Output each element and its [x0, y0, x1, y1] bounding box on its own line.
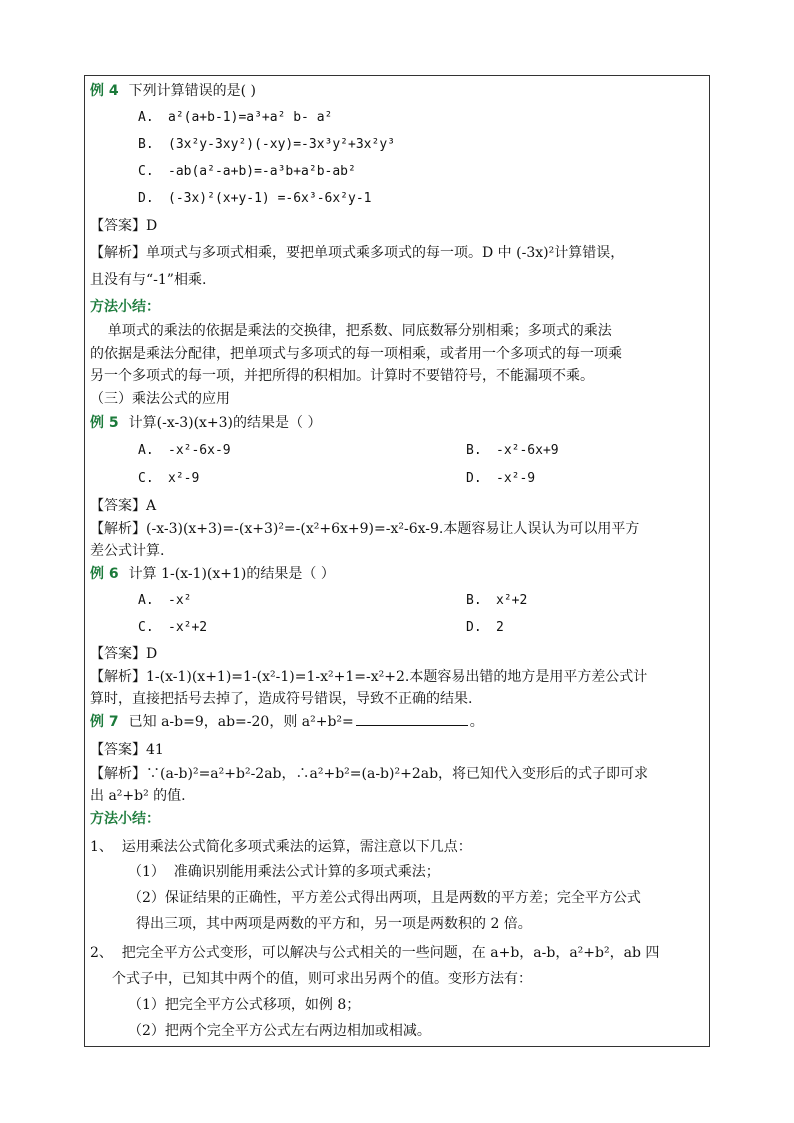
- method-summary-title: 方法小结：: [90, 299, 160, 315]
- answer: 【答案】41: [90, 742, 164, 758]
- example-label: 例 4: [90, 83, 119, 99]
- method-summary-title: 方法小结：: [90, 811, 160, 827]
- example-5-question: 例 5 计算(-x-3)(x+3)的结果是（ ）: [90, 415, 322, 431]
- section-heading: （三）乘法公式的应用: [90, 391, 230, 407]
- analysis-line: 【解析】(-x-3)(x+3)=-(x+3)²=-(x²+6x+9)=-x²-6x-9.本题容易让人误认为可以用平方: [90, 521, 640, 537]
- summary-point: 1、 运用乘法公式简化多项式乘法的运算，需注意以下几点：: [90, 839, 472, 855]
- analysis-line: 【解析】1-(x-1)(x+1)=1-(x²-1)=1-x²+1=-x²+2.本题容易出错的地方是用平方差公式计: [90, 669, 648, 685]
- summary-point: 2、 把完全平方公式变形，可以解决与公式相关的一些问题，在 a+b，a-b，a²+b²，ab 四: [90, 945, 660, 961]
- summary-subpoint: （2）保证结果的正确性，平方差公式得出两项，且是两数的平方差；完全平方公式: [128, 890, 641, 906]
- example-7-question: 例 7 已知 a-b=9，ab=-20，则 a²+b²= 。: [90, 714, 484, 730]
- example-label: 例 5: [90, 415, 119, 431]
- summary-subpoint: （1）把完全平方公式移项，如例 8；: [128, 997, 361, 1013]
- option-c: C. -ab(a²-a+b)=-a³b+a²b-ab²: [138, 164, 356, 179]
- answer: 【答案】D: [90, 646, 158, 662]
- summary-point: 个式子中，已知其中两个的值，则可求出另两个的值。变形方法有：: [112, 971, 532, 987]
- analysis-line: 出 a²+b² 的值.: [90, 788, 186, 804]
- summary-subpoint: （2）把两个完全平方公式左右两边相加或相减。: [128, 1023, 431, 1039]
- example-6-question: 例 6 计算 1-(x-1)(x+1)的结果是（ ）: [90, 566, 335, 582]
- analysis-line: 且没有与“-1”相乘.: [90, 272, 207, 288]
- summary-line: 单项式的乘法的依据是乘法的交换律，把系数、同底数幂分别相乘；多项式的乘法: [90, 323, 612, 339]
- answer: 【答案】D: [90, 218, 158, 234]
- option-a: A. -x²: [138, 593, 192, 608]
- option-d: D. 2: [466, 620, 504, 635]
- option-d: D. (-3x)²(x+y-1) =-6x³-6x²y-1: [138, 191, 372, 206]
- answer-blank: [356, 712, 468, 726]
- option-a: A. -x²-6x-9: [138, 443, 231, 458]
- example-4-question: 例 4 下列计算错误的是( ): [90, 83, 256, 99]
- analysis-line: 算时，直接把括号去掉了，造成符号错误，导致不正确的结果.: [90, 691, 473, 707]
- analysis-line: 【解析】∵(a-b)²=a²+b²-2ab，∴a²+b²=(a-b)²+2ab，将已知代入变形后的式子即可求: [90, 766, 649, 782]
- summary-subpoint: 得出三项，其中两项是两数的平方和，另一项是两数积的 2 倍。: [136, 916, 532, 932]
- summary-line: 另一个多项式的每一项，并把所得的积相加。计算时不要错符号，不能漏项不乘。: [90, 368, 594, 384]
- option-c: C. x²-9: [138, 471, 200, 486]
- summary-line: 的依据是乘法分配律，把单项式与多项式的每一项相乘，或者用一个多项式的每一项乘: [90, 346, 622, 362]
- analysis-line: 【解析】单项式与多项式相乘，要把单项式乘多项式的每一项。D 中 (-3x)²计算错误，: [90, 245, 625, 261]
- option-b: B. (3x²y-3xy²)(-xy)=-3x³y²+3x²y³: [138, 137, 395, 152]
- option-c: C. -x²+2: [138, 620, 208, 635]
- answer: 【答案】A: [90, 498, 157, 514]
- option-d: D. -x²-9: [466, 471, 536, 486]
- analysis-line: 差公式计算.: [90, 543, 165, 559]
- example-label: 例 6: [90, 566, 119, 582]
- option-b: B. x²+2: [466, 593, 528, 608]
- option-b: B. -x²-6x+9: [466, 443, 559, 458]
- example-label: 例 7: [90, 714, 119, 730]
- summary-subpoint: （1） 准确识别能用乘法公式计算的多项式乘法；: [128, 864, 440, 880]
- option-a: A. a²(a+b-1)=a³+a² b- a²: [138, 110, 333, 125]
